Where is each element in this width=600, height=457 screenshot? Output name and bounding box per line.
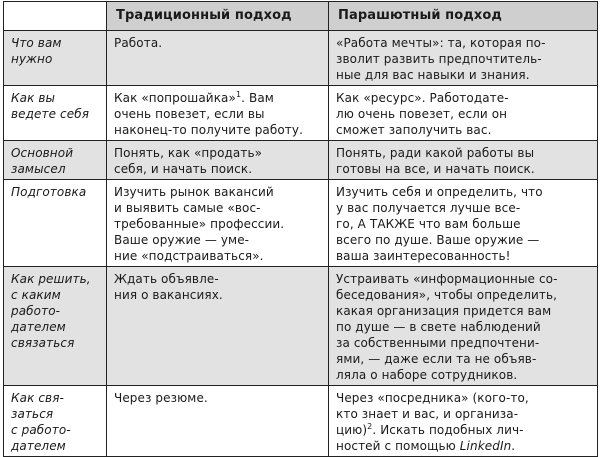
- label-line: дателем: [11, 439, 66, 453]
- label-line: нужно: [11, 52, 53, 66]
- text-line: какая организация придется вам: [336, 304, 552, 318]
- text-line: лю очень повезет, если он: [336, 107, 508, 121]
- label-line: Основной: [11, 146, 74, 160]
- text-line: кто знает и вас, и организа-: [336, 407, 519, 421]
- text-line: «Работа мечты»: та, которая по-: [336, 36, 546, 50]
- traditional-cell: [107, 141, 329, 180]
- row-label: [4, 267, 107, 386]
- footnote-marker: 2: [367, 422, 373, 431]
- text-line: очень повезет, если вы: [114, 107, 265, 121]
- parachute-cell: [329, 86, 598, 141]
- text-line: всего по душе. Ваше оружие —: [336, 233, 540, 247]
- text-line: Ваше оружие — уме-: [114, 233, 250, 247]
- row-label: [4, 141, 107, 180]
- text-line: ляла о наборе сотрудников.: [336, 368, 518, 382]
- text-line: за собственными предпочтени-: [336, 336, 540, 350]
- label-line: заться: [11, 407, 54, 421]
- label-line: Подготовка: [11, 185, 87, 199]
- table-row: [4, 86, 598, 141]
- text-line: требованные» профессии.: [114, 217, 285, 231]
- linkedin-text: LinkedIn: [459, 439, 512, 453]
- text-fragment: . Вам: [241, 91, 274, 105]
- label-line: работо-: [11, 304, 61, 318]
- parachute-cell: [329, 31, 598, 86]
- label-line: ведете себя: [11, 107, 90, 121]
- row-label: [4, 31, 107, 86]
- row-label: [4, 180, 107, 267]
- label-line: Как свя-: [11, 391, 64, 405]
- text-line: ностей с помощью: [336, 439, 460, 453]
- text-line: Через «посредника» (кого-то,: [336, 391, 529, 405]
- parachute-cell: [329, 180, 598, 267]
- text-line: Через резюме.: [114, 391, 208, 405]
- traditional-cell: [107, 267, 329, 386]
- text-line: ния о вакансиях.: [114, 288, 223, 302]
- label-line: дателем: [11, 320, 66, 334]
- table-row: [4, 386, 598, 457]
- text-line: по душе — в свете наблюдений: [336, 320, 541, 334]
- text-line: Устраивать «информационные со-: [336, 272, 558, 286]
- label-line: с каким: [11, 288, 61, 302]
- text-fragment: . Искать подобных лич-: [372, 423, 524, 437]
- header-traditional: Традиционный подход: [107, 2, 329, 31]
- text-line: Изучить себя и определить, что: [336, 185, 543, 199]
- text-fragment: .: [511, 439, 516, 453]
- text-line: себя, и начать поиск.: [114, 162, 253, 176]
- comparison-table: [3, 1, 598, 457]
- text-line: беседования», чтобы определить,: [336, 288, 558, 302]
- text-line: зволит развить предпочтитель-: [336, 52, 542, 66]
- text-line: ваша заинтересованность!: [336, 249, 511, 263]
- table-row: [4, 180, 598, 267]
- row-label: [4, 386, 107, 457]
- text-line: ями, — даже если та не объяв-: [336, 352, 537, 366]
- table-row: [4, 31, 598, 86]
- text-line: Понять, как «продать»: [114, 146, 263, 160]
- parachute-cell: [329, 267, 598, 386]
- text-line: Работа.: [114, 36, 163, 50]
- traditional-cell: [107, 386, 329, 457]
- label-line: Как решить,: [11, 272, 91, 286]
- header-parachute: Парашютный подход: [329, 2, 598, 31]
- traditional-cell: [107, 86, 329, 141]
- label-line: Как вы: [11, 91, 56, 105]
- row-label: [4, 86, 107, 141]
- traditional-cell: [107, 180, 329, 267]
- parachute-cell: [329, 386, 598, 457]
- text-line: цию): [336, 423, 368, 437]
- text-line: го, А ТАКЖЕ что вам больше: [336, 217, 521, 231]
- text-line: ние «подстраиваться».: [114, 249, 264, 263]
- text-line: Изучить рынок вакансий: [114, 185, 274, 199]
- text-line: у вас получается лучше все-: [336, 201, 521, 215]
- text-line: Как «ресурс». Работодате-: [336, 91, 509, 105]
- parachute-cell: [329, 141, 598, 180]
- label-line: замысел: [11, 162, 66, 176]
- table-row: [4, 267, 598, 386]
- table-row: [4, 141, 598, 180]
- text-line: ные для вас навыки и знания.: [336, 68, 530, 82]
- label-line: связаться: [11, 336, 75, 350]
- table-header-row: [4, 2, 598, 31]
- text-line: и выявить самые «вос-: [114, 201, 261, 215]
- text-line: Ждать объявле-: [114, 272, 219, 286]
- text-line: готовы на все, и начать поиск.: [336, 162, 535, 176]
- footnote-marker: 1: [235, 90, 242, 99]
- header-corner-cell: [4, 2, 107, 31]
- text-line: сможет заполучить вас.: [336, 123, 492, 137]
- label-line: с работо-: [11, 423, 71, 437]
- text-line: Как «попрошайка»: [114, 91, 236, 105]
- traditional-cell: [107, 31, 329, 86]
- label-line: Что вам: [11, 36, 62, 50]
- text-line: наконец-то получите работу.: [114, 123, 304, 137]
- text-line: Понять, ради какой работы вы: [336, 146, 535, 160]
